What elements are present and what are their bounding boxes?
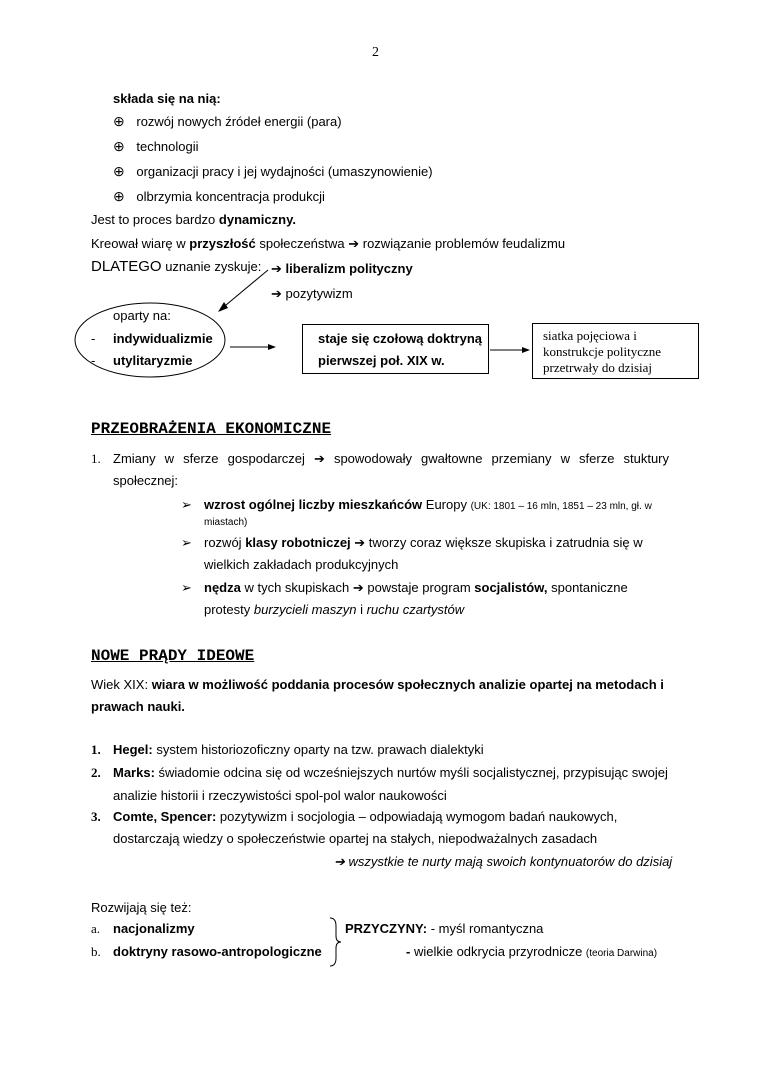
ideas-item-marks-cont: analizie historii i rzeczywistości spol-pol walor naukowości xyxy=(113,788,447,803)
sub-bullet xyxy=(181,497,192,513)
circled-plus-icon: ⊕ xyxy=(113,113,125,129)
arrow-bullet-icon: ➢ xyxy=(181,535,192,550)
diagonal-arrowhead xyxy=(218,302,228,312)
list-number: 1. xyxy=(91,451,101,466)
list-item: ⊕ rozwój nowych źródeł energii (para) xyxy=(113,113,342,129)
ideas-conclusion: ➔ wszystkie te nurty mają swoich kontynuatorów do dzisiaj xyxy=(334,854,673,869)
ideas-item-comte-cont: dostarczają wiedzy o społeczeństwie opartej na stałych, niepodważalnych zasadach xyxy=(113,831,598,846)
curly-brace-icon xyxy=(330,918,341,966)
list-letter: b. xyxy=(91,944,101,959)
develop-item-nationalism: nacjonalizmy xyxy=(113,921,195,936)
sub-item-workers-cont: wielkich zakładach produkcyjnych xyxy=(204,557,399,572)
develop-item-racial: doktryny rasowo-antropologiczne xyxy=(113,944,322,959)
doctrine-box: staje się czołową doktryną pierwszej poł. XIX w. xyxy=(302,324,489,374)
list-item: ⊕ organizacji pracy i jej wydajności (umaszynowienie) xyxy=(113,163,433,179)
ideas-item-hegel: Hegel: system historiozoficzny oparty na tzw. prawach dialektyki xyxy=(113,742,484,757)
sub-item-poverty-cont: protesty burzycieli maszyn i ruchu czartystów xyxy=(204,602,465,617)
sub-item-workers: rozwój klasy robotniczej ➔ tworzy coraz większe skupiska i zatrudnia się w xyxy=(204,535,643,550)
arrowhead-box1 xyxy=(268,344,276,350)
sub-bullet xyxy=(181,535,192,551)
sub-bullet xyxy=(181,580,192,596)
arrow-right-icon: ➔ xyxy=(271,261,282,276)
sklada-label: składa się na nią: xyxy=(113,91,221,106)
circled-plus-icon: ⊕ xyxy=(113,138,125,154)
section-heading-economic: PRZEOBRAŻENIA EKONOMICZNE xyxy=(91,420,332,438)
list-letter: a. xyxy=(91,921,101,936)
section-heading-ideas: NOWE PRĄDY IDEOWE xyxy=(91,647,255,665)
page-number: 2 xyxy=(372,45,379,60)
liberalism-item: ➔ liberalizm polityczny xyxy=(271,261,413,276)
list-number: 1. xyxy=(91,742,101,757)
ideas-lead: Wiek XIX: wiara w możliwość poddania procesów społecznych analizie opartej na metodach i xyxy=(91,677,664,692)
sub-item-population: wzrost ogólnej liczby mieszkańców Europy (UK: 1801 – 16 mln, 1851 – 23 mln, gł. w xyxy=(204,497,652,512)
list-item: ⊕ olbrzymia koncentracja produkcji xyxy=(113,188,325,204)
ideas-item-comte: Comte, Spencer: pozytywizm i socjologia – odpowiadają wymogom badań naukowych, xyxy=(113,809,618,824)
dlatego-line: DLATEGO uznanie zyskuje: xyxy=(91,258,262,275)
arrow-right-icon: ➔ xyxy=(271,286,282,301)
concept-box: siatka pojęciowa i konstrukcje polityczne przetrwały do dzisiaj xyxy=(532,323,699,379)
circled-plus-icon: ⊕ xyxy=(113,188,125,204)
sub-item-poverty: nędza w tych skupiskach ➔ powstaje program socjalistów, spontaniczne xyxy=(204,580,628,595)
arrow-bullet-icon: ➢ xyxy=(181,580,192,595)
diagram-item: - utylitaryzmie xyxy=(91,353,193,368)
economic-paragraph: Zmiany w sferze gospodarczej ➔ spowodowały gwałtowne przemiany w sferze stuktury xyxy=(113,451,669,466)
positivism-item: ➔ pozytywizm xyxy=(271,286,353,301)
dynamic-line: Jest to proces bardzo dynamiczny. xyxy=(91,212,296,227)
arrow-bullet-icon: ➢ xyxy=(181,497,192,512)
oparty-na-label: oparty na: xyxy=(113,308,171,323)
list-number: 3. xyxy=(91,809,101,824)
arrowhead-box2 xyxy=(522,347,530,353)
circled-plus-icon: ⊕ xyxy=(113,163,125,179)
economic-paragraph-cont: społecznej: xyxy=(113,473,179,488)
ideas-item-marks: Marks: świadomie odcina się od wcześniejszych nurtów myśli socjalistycznej, przypisując swojej xyxy=(113,765,668,780)
diagram-item: - indywidualizmie xyxy=(91,331,213,346)
diagonal-arrow-line xyxy=(220,270,268,310)
list-item: ⊕ technologii xyxy=(113,138,199,154)
future-line: Kreował wiarę w przyszłość społeczeństwa ➔ rozwiązanie problemów feudalizmu xyxy=(91,236,566,251)
ideas-lead-cont: prawach nauki. xyxy=(91,699,185,714)
list-number: 2. xyxy=(91,765,101,780)
sub-item-population-cont: miastach) xyxy=(204,517,248,528)
causes-line2: - wielkie odkrycia przyrodnicze (teoria Darwina) xyxy=(406,944,658,959)
develop-intro: Rozwijają się też: xyxy=(91,900,192,915)
causes-line1: PRZYCZYNY: - myśl romantyczna xyxy=(345,921,544,936)
